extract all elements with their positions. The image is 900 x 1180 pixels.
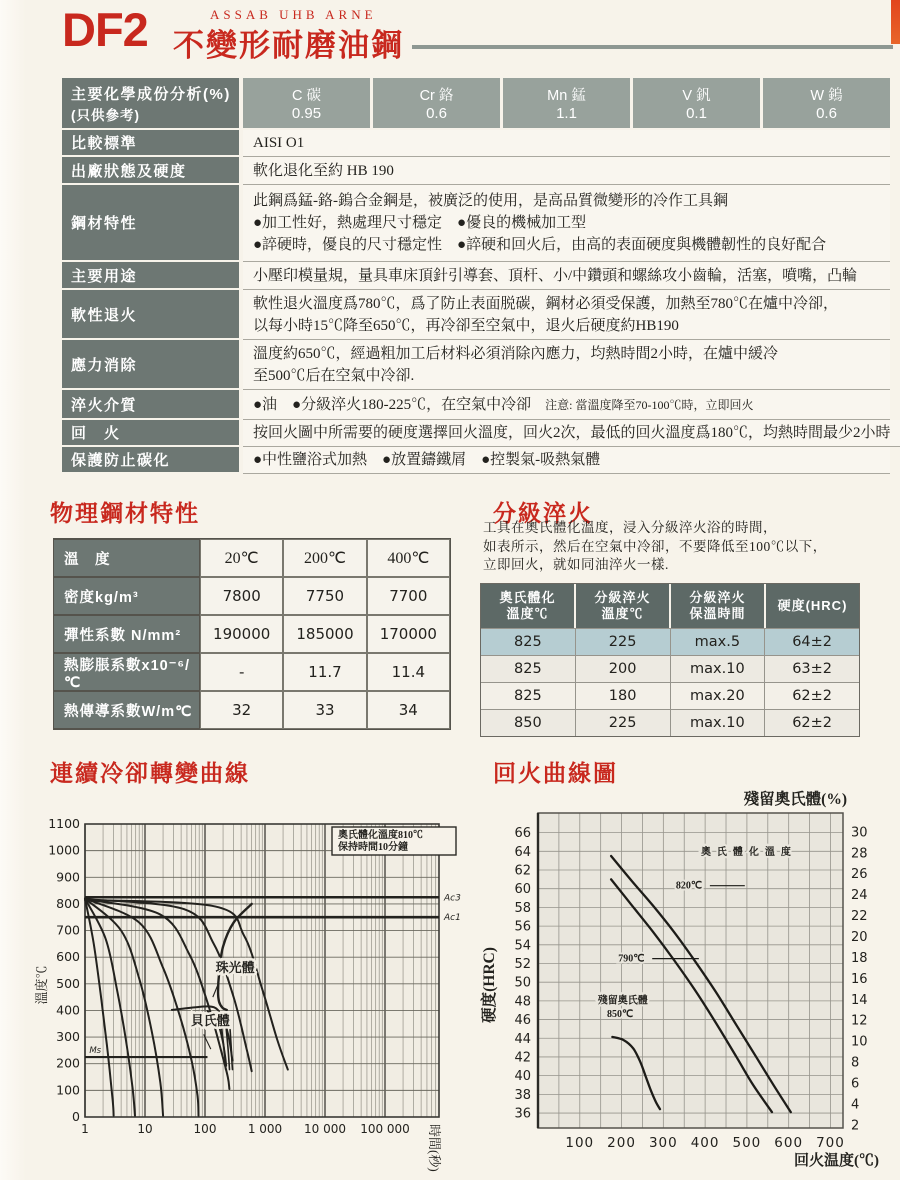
row-label: 出廠狀態及硬度	[62, 157, 243, 185]
value-cell: 62±2	[765, 709, 859, 736]
left-tick-label: 44	[514, 1031, 531, 1047]
chem-element-cell	[633, 78, 763, 128]
content-line: 溫度約650℃，經過粗加工后材料必須消除內應力，均熱時間2小時，在爐中緩冷	[253, 345, 779, 362]
value-cell: 825	[481, 655, 576, 682]
table-row	[481, 655, 859, 682]
product-code: DF2	[62, 3, 148, 56]
x-tick-label: 700	[816, 1135, 845, 1151]
table-row	[481, 628, 859, 655]
x-tick-label: 300	[648, 1135, 678, 1151]
header-cell	[481, 584, 576, 628]
annotation-line: 奧氏體化溫度810℃	[338, 830, 423, 841]
right-tick-label: 4	[851, 1097, 860, 1113]
content-line: 軟性退火溫度爲780℃，爲了防止表面脱碳，鋼材必須受保護，加熱至780℃在爐中冷卻，	[253, 295, 839, 312]
value-cell: 20℃	[200, 539, 283, 577]
left-tick-label: 58	[514, 900, 531, 916]
x-tick-label: 100	[565, 1135, 595, 1151]
value-cell: max.20	[671, 682, 766, 709]
table-row	[54, 577, 450, 615]
value-cell: -	[200, 653, 283, 691]
right-tick-label: 24	[851, 888, 868, 904]
chem-element-cell	[243, 78, 373, 128]
annotation-line: 保持時間10分鐘	[338, 842, 408, 853]
header-cell	[766, 584, 859, 628]
header-line: 硬度(HRC)	[777, 598, 848, 613]
y-tick-label: 1100	[48, 816, 80, 831]
value-cell: max.10	[671, 655, 766, 682]
x-tick-label: 400	[690, 1135, 720, 1151]
y-tick-label: 400	[56, 1002, 80, 1018]
chem-columns	[243, 78, 890, 130]
row-label: 熱膨脹系數x10⁻⁶/℃	[54, 653, 200, 691]
header-rule	[412, 45, 893, 49]
content-line: 此鋼爲錳-鉻-鎢合金鋼是，被廣泛的使用，是高品質微變形的冷作工具鋼	[253, 193, 728, 209]
right-tick-label: 2	[851, 1118, 860, 1134]
header-line: 保溫時間	[689, 606, 746, 621]
chem-element-cell	[763, 78, 890, 128]
section-title-martempering: 分級淬火	[493, 500, 593, 526]
value-cell: 11.4	[367, 653, 450, 691]
section-title-cct: 連續冷卻轉變曲線	[50, 760, 250, 786]
right-tick-label: 18	[851, 950, 868, 966]
chart-annotation: 殘留奧氏體	[597, 995, 648, 1007]
x-tick-label: 1	[81, 1122, 89, 1136]
table-row	[62, 390, 890, 420]
y-axis-label: 硬度(HRC)	[481, 947, 498, 1023]
table-row	[62, 340, 890, 390]
content-line: AISI O1	[253, 135, 305, 151]
section-title-tempering: 回火曲線圖	[493, 760, 618, 786]
row-content	[243, 340, 890, 390]
content-line: 軟化退化至約 HB 190	[253, 162, 394, 179]
right-tick-label: 10	[851, 1034, 868, 1050]
tempering-chart	[470, 780, 900, 1176]
row-label: 溫 度	[54, 539, 200, 577]
table-row	[54, 653, 450, 691]
header-line: 分級淬火	[594, 590, 651, 605]
intro-line: 工具在奧氏體化溫度，浸入分級淬火浴的時間，	[483, 520, 777, 535]
value-cell: 7750	[283, 577, 366, 615]
region-label: 貝氏體	[190, 1013, 230, 1029]
value-cell: 11.7	[283, 653, 366, 691]
value-cell: 225	[576, 628, 671, 655]
value-cell: 225	[576, 709, 671, 736]
right-axis-title: 殘留奧氏體(%)	[743, 791, 847, 808]
row-content	[243, 447, 890, 474]
right-tick-label: 8	[851, 1055, 860, 1071]
header-line: 分級淬火	[689, 590, 746, 605]
row-content	[243, 157, 890, 185]
left-tick-label: 52	[514, 956, 531, 972]
ref-line-label: Ac3	[444, 893, 461, 904]
chem-element: Mn 錳	[547, 88, 586, 104]
value-cell: 825	[481, 682, 576, 709]
value-cell: 62±2	[765, 682, 859, 709]
table-row	[62, 157, 890, 185]
row-content	[243, 185, 890, 262]
product-title: 不變形耐磨油鋼	[173, 28, 404, 63]
x-tick-label: 100	[193, 1122, 217, 1136]
value-cell: 34	[367, 691, 450, 729]
y-tick-label: 0	[72, 1109, 80, 1124]
value-cell: 200	[576, 655, 671, 682]
chem-value: 0.6	[426, 105, 447, 122]
ref-line-label: Ac1	[444, 913, 461, 924]
value-cell: 7700	[367, 577, 450, 615]
chart-annotation: 850℃	[606, 1008, 634, 1020]
content-line: ●中性鹽浴式加熱 ●放置鑄鐵屑 ●控製氣-吸熱氣體	[253, 452, 601, 468]
value-cell: 200℃	[283, 539, 366, 577]
x-tick-label: 600	[774, 1135, 804, 1151]
content-note: 注意: 當溫度降至70-100℃時，立即回火	[545, 397, 754, 412]
x-tick-label: 10 000	[304, 1122, 346, 1136]
row-content	[243, 130, 890, 157]
value-cell: 63±2	[765, 655, 859, 682]
right-tick-label: 20	[851, 929, 868, 945]
table-row	[62, 262, 890, 290]
row-label: 彈性系數 N/mm²	[54, 615, 200, 653]
table-row	[54, 615, 450, 653]
row-label: 密度kg/m³	[54, 577, 200, 615]
left-tick-label: 60	[514, 882, 531, 898]
chem-value: 1.1	[556, 105, 577, 122]
left-tick-label: 40	[514, 1069, 531, 1085]
y-tick-label: 300	[56, 1029, 80, 1045]
content-line: ●加工性好，熱處理尺寸穩定 ●優良的機械加工型	[253, 215, 587, 231]
row-content	[243, 420, 900, 447]
table-row	[481, 682, 859, 709]
right-tick-label: 30	[851, 825, 868, 841]
cct-chart	[30, 810, 470, 1176]
row-content	[243, 390, 890, 420]
left-tick-label: 66	[514, 826, 531, 842]
martempering-table	[480, 583, 860, 737]
left-tick-label: 50	[514, 975, 531, 991]
right-tick-label: 26	[851, 867, 868, 883]
left-tick-label: 62	[514, 863, 531, 879]
table-header-row	[481, 584, 859, 628]
value-cell: 170000	[367, 615, 450, 653]
x-tick-label: 10	[137, 1122, 153, 1136]
row-label: 比較標準	[62, 130, 243, 157]
left-tick-label: 64	[514, 844, 531, 860]
chem-value: 0.95	[291, 105, 322, 122]
y-tick-label: 900	[56, 869, 80, 885]
table-row	[54, 539, 450, 577]
header-cell	[671, 584, 766, 628]
physical-properties-table	[53, 538, 451, 730]
content-line: 小壓印模量規，量具車床頂針引導套、頂杆、小/中鑽頭和螺絲攻小齒輪，活塞，噴嘴，凸輪	[253, 267, 858, 284]
chart-annotation: 790℃	[618, 953, 645, 965]
row-label: 熱傳導系數W/m℃	[54, 691, 200, 729]
chart-annotation: 820℃	[675, 880, 703, 892]
value-cell: 400℃	[367, 539, 450, 577]
chem-label-line: (只供參考)	[71, 107, 140, 123]
table-row	[62, 447, 890, 474]
row-label: 鋼材特性	[62, 185, 243, 262]
left-tick-label: 48	[514, 994, 531, 1010]
y-tick-label: 800	[56, 895, 80, 911]
martempering-intro	[483, 519, 827, 575]
row-label: 淬火介質	[62, 390, 243, 420]
right-tick-label: 6	[851, 1076, 860, 1092]
table-row	[62, 185, 890, 262]
x-tick-label: 100 000	[360, 1122, 410, 1136]
chem-element: W 鎢	[810, 88, 843, 104]
x-tick-label: 200	[607, 1135, 636, 1151]
value-cell: 190000	[200, 615, 283, 653]
header-line: 奧氏體化	[499, 590, 556, 605]
y-tick-label: 100	[56, 1082, 80, 1098]
value-cell: max.5	[671, 628, 766, 655]
row-content	[243, 262, 890, 290]
x-tick-label: 500	[732, 1135, 762, 1151]
content-line: 按回火圖中所需要的硬度選擇回火溫度，回火2次，最低的回火溫度爲180℃，均熱時間最少2小時	[253, 425, 891, 441]
value-cell: 185000	[283, 615, 366, 653]
value-cell: 32	[200, 691, 283, 729]
row-label: 保護防止碳化	[62, 447, 243, 474]
right-tick-label: 16	[851, 971, 868, 987]
row-label: 主要用途	[62, 262, 243, 290]
table-row	[62, 130, 890, 157]
chem-value: 0.6	[816, 105, 837, 122]
y-axis-label: 溫度℃	[34, 965, 49, 1005]
y-tick-label: 500	[56, 975, 80, 991]
left-tick-label: 56	[514, 919, 531, 935]
table-row	[62, 420, 890, 447]
value-cell: 180	[576, 682, 671, 709]
table-row	[481, 709, 859, 736]
y-tick-label: 700	[56, 922, 80, 938]
row-content	[243, 290, 890, 340]
chem-element-cell	[373, 78, 503, 128]
header-cell	[576, 584, 671, 628]
value-cell: 64±2	[765, 628, 859, 655]
ms-label: Ms	[89, 1046, 102, 1057]
chem-element: C 碳	[292, 88, 321, 104]
right-tick-label: 22	[851, 909, 868, 925]
chart-annotation: 奧氏體化溫度	[700, 847, 797, 859]
chem-element-cell	[503, 78, 633, 128]
table-row	[62, 290, 890, 340]
x-tick-label: 1 000	[247, 1122, 283, 1136]
chem-label-line: 主要化學成份分析(%)	[71, 85, 231, 103]
row-label-chemistry	[62, 78, 243, 130]
header-line: 溫度℃	[601, 606, 644, 621]
section-title-physical: 物理鋼材特性	[50, 500, 200, 526]
header-line: 溫度℃	[506, 606, 549, 621]
left-tick-label: 54	[514, 938, 531, 954]
row-label: 應力消除	[62, 340, 243, 390]
row-label: 軟性退火	[62, 290, 243, 340]
intro-line: 如表所示，然后在空氣中冷卻，不要降低至100℃以下，	[483, 538, 827, 554]
x-axis-label: 時間(秒)	[427, 1124, 442, 1172]
content-line: 以每小時15℃降至650℃，再冷卻至空氣中，退火后硬度約HB190	[253, 317, 679, 334]
left-tick-label: 42	[514, 1050, 531, 1066]
y-tick-label: 600	[56, 949, 80, 965]
brand-name: ASSAB UHB ARNE	[210, 7, 377, 22]
value-cell: 33	[283, 691, 366, 729]
chem-element: Cr 鉻	[419, 88, 454, 104]
value-cell: 7800	[200, 577, 283, 615]
intro-line: 立即回火，就如同油淬火一樣.	[483, 557, 669, 572]
table-row	[62, 78, 890, 130]
row-label: 回 火	[62, 420, 243, 447]
region-label: 珠光體	[215, 959, 255, 975]
right-tick-label: 28	[851, 846, 868, 862]
page-corner-strip	[891, 0, 900, 44]
spec-table	[62, 78, 890, 474]
right-tick-label: 14	[851, 992, 868, 1008]
left-tick-label: 38	[514, 1087, 531, 1103]
content-line: 至500℃后在空氣中冷卻.	[253, 367, 415, 384]
chem-value: 0.1	[686, 105, 707, 122]
y-tick-label: 1000	[48, 842, 80, 858]
value-cell: 850	[481, 709, 576, 736]
right-tick-label: 12	[851, 1013, 868, 1029]
content-line: ●油 ●分級淬火180-225℃，在空氣中冷卻 注意: 當溫度降至70-100℃時，立即回火	[253, 396, 754, 413]
table-row	[54, 691, 450, 729]
left-tick-label: 46	[514, 1013, 531, 1029]
value-cell: max.10	[671, 709, 766, 736]
plot-area	[538, 813, 843, 1128]
chem-element: V 釩	[682, 88, 711, 104]
content-line: ●誶硬時，優良的尺寸穩定性 ●誶硬和回火后，由高的表面硬度與機體韌性的良好配合	[253, 237, 827, 253]
y-tick-label: 200	[56, 1055, 80, 1071]
left-tick-label: 36	[514, 1106, 531, 1122]
x-axis-label: 回火温度(℃)	[794, 1153, 879, 1169]
value-cell: 825	[481, 628, 576, 655]
